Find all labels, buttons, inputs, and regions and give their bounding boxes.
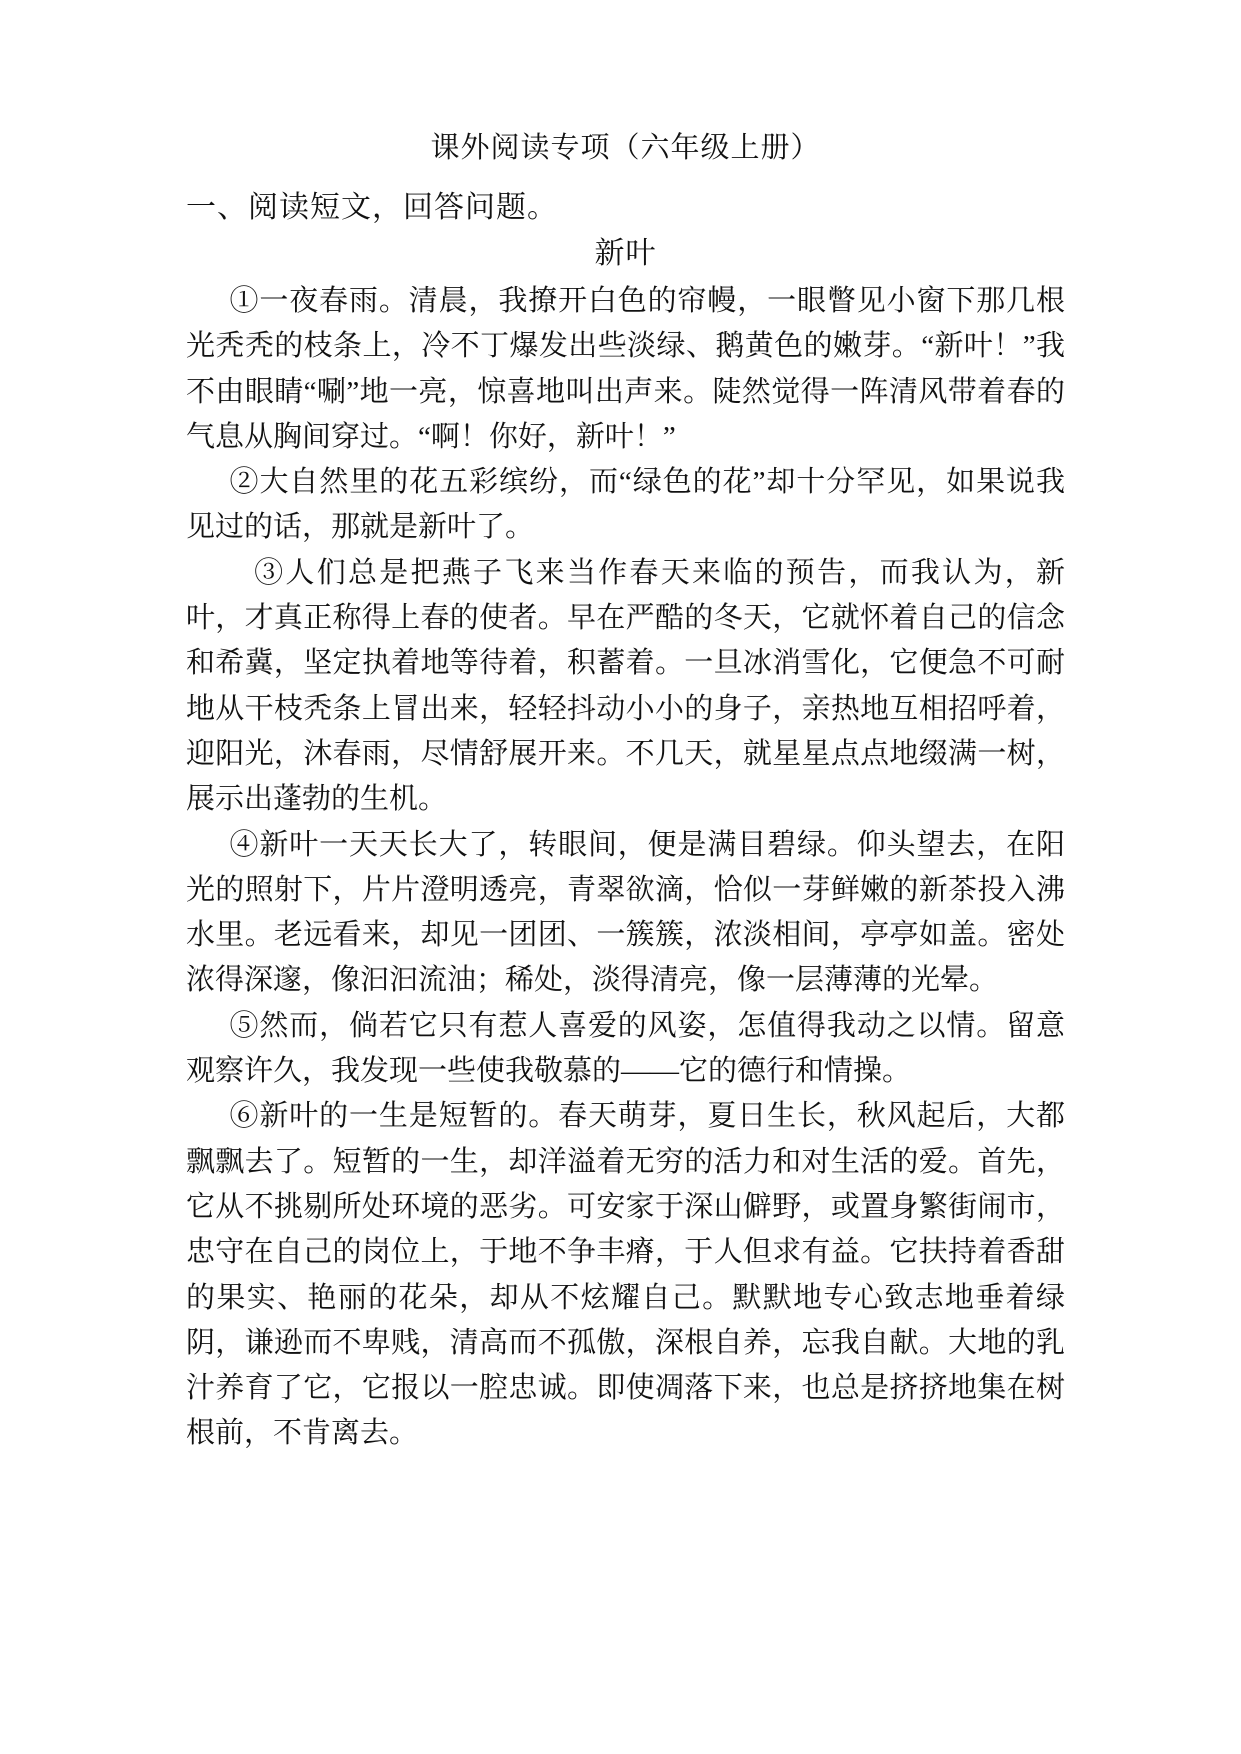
passage-body	[186, 279, 1065, 1457]
paragraph-1: ①一夜春雨。清晨，我撩开白色的帘幔，一眼瞥见小窗下那几根光秃秃的枝条上，冷不丁爆发出些淡绿、鹅黄色的嫩芽。“新叶！”我不由眼睛“唰”地一亮，惊喜地叫出声来。陡然觉得一阵清风带着春的气息从胸间穿过。“啊！你好，新叶！”	[186, 285, 1065, 453]
paragraph-6: ⑥新叶的一生是短暂的。春天萌芽，夏日生长，秋风起后，大都飘飘去了。短暂的一生，却洋溢着无穷的活力和对生活的爱。首先，它从不挑剔所处环境的恶劣。可安家于深山僻野，或置身繁街闹市，忠守在自己的岗位上，于地不争丰瘠，于人但求有益。它扶持着香甜的果实、艳丽的花朵，却从不炫耀自己。默默地专心致志地垂着绿阴，谦逊而不卑贱，清高而不孤傲，深根自养，忘我自献。大地的乳汁养育了它，它报以一腔忠诚。即使凋落下来，也总是挤挤地集在树根前，不肯离去。	[186, 1100, 1065, 1450]
section-heading: 一、阅读短文，回答问题。	[186, 191, 558, 224]
paragraph-3: ③人们总是把燕子飞来当作春天来临的预告，而我认为，新叶，才真正称得上春的使者。早在严酷的冬天，它就怀着自己的信念和希冀，坚定执着地等待着，积蓄着。一旦冰消雪化，它便急不可耐地从干枝秃条上冒出来，轻轻抖动小小的身子，亲热地互相招呼着，迎阳光，沐春雨，尽情舒展开来。不几天，就星星点点地缀满一树，展示出蓬勃的生机。	[186, 556, 1065, 816]
page-title: 课外阅读专项（六年级上册）	[430, 132, 821, 164]
paragraph-4: ④新叶一天天长大了，转眼间，便是满目碧绿。仰头望去，在阳光的照射下，片片澄明透亮，青翠欲滴，恰似一芽鲜嫩的新茶投入沸水里。老远看来，却见一团团、一簇簇，浓淡相间，亭亭如盖。密处浓得深邃，像汩汩流油；稀处，淡得清亮，像一层薄薄的光晕。	[186, 828, 1065, 997]
passage-title: 新叶	[594, 237, 657, 270]
paragraph-2: ②大自然里的花五彩缤纷，而“绿色的花”却十分罕见，如果说我见过的话，那就是新叶了。	[186, 466, 1065, 544]
paragraph-5: ⑤然而，倘若它只有惹人喜爱的风姿，怎值得我动之以情。留意观察许久，我发现一些使我敬慕的——它的德行和情操。	[186, 1009, 1065, 1088]
